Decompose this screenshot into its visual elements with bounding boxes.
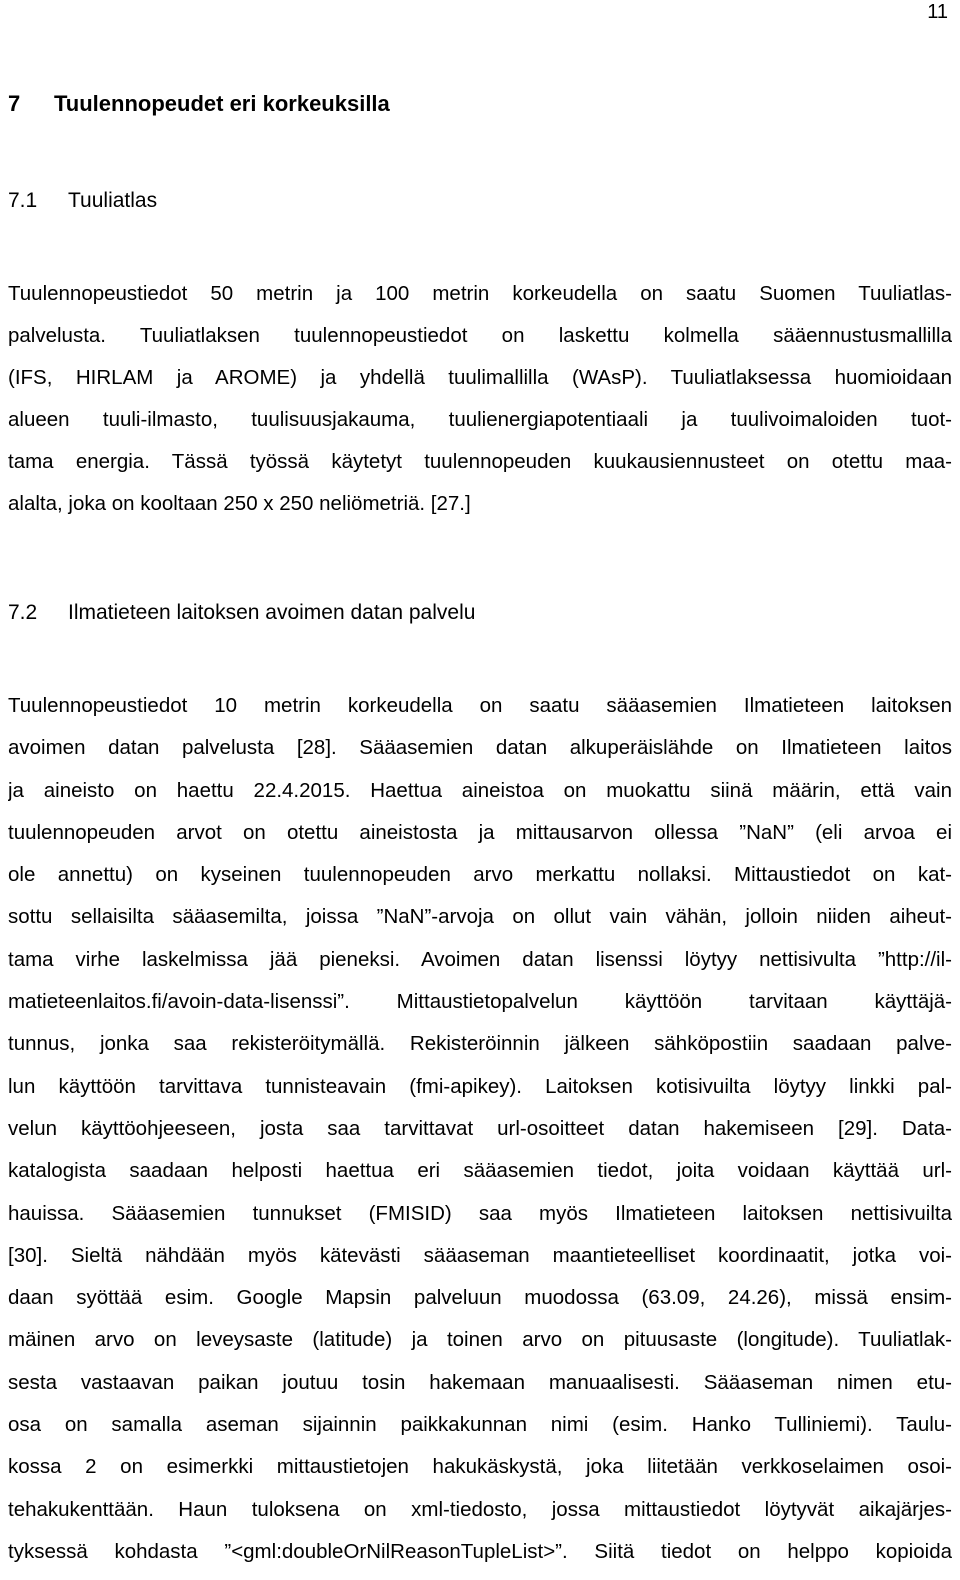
text-line: velun käyttöohjeeseen, josta saa tarvittavat url-osoitteet datan hakemiseen [29]. Data- bbox=[8, 1116, 952, 1140]
text-line: alalta, joka on kooltaan 250 x 250 neliömetriä. [27.] bbox=[8, 492, 471, 515]
text-line: palvelusta. Tuuliatlaksen tuulennopeustiedot on laskettu kolmella sääennustusmallilla bbox=[8, 324, 952, 347]
section-7-1-paragraph bbox=[8, 273, 952, 525]
text-line: tama energia. Tässä työssä käytetyt tuulennopeuden kuukausiennusteet on otettu maa- bbox=[8, 450, 952, 473]
text-line: tehakukenttään. Haun tuloksena on xml-tiedosto, jossa mittaustiedot löytyvät aikajärjes- bbox=[8, 1497, 952, 1521]
chapter-title: Tuulennopeudet eri korkeuksilla bbox=[54, 91, 390, 116]
text-line: sesta vastaavan paikan joutuu tosin hakemaan manuaalisesti. Sääaseman nimen etu- bbox=[8, 1370, 952, 1394]
text-line: (IFS, HIRLAM ja AROME) ja yhdellä tuulimallilla (WAsP). Tuuliatlaksessa huomioidaan bbox=[8, 366, 952, 389]
text-line: mäinen arvo on leveysaste (latitude) ja toinen arvo on pituusaste (longitude). Tuuliatlak- bbox=[8, 1328, 952, 1352]
text-line: lun käyttöön tarvittava tunnisteavain (fmi-apikey). Laitoksen kotisivuilta löytyy linkki pal- bbox=[8, 1074, 952, 1098]
text-line: Tuulennopeustiedot 10 metrin korkeudella on saatu sääasemien Ilmatieteen laitoksen bbox=[8, 694, 952, 717]
section-number: 7.1 bbox=[8, 189, 38, 212]
section-heading-7-2 bbox=[8, 598, 475, 628]
text-line: kossa 2 on esimerkki mittaustietojen hakukäskystä, joka liitetään verkkoselaimen osoi- bbox=[8, 1455, 952, 1479]
text-line: tuulennopeuden arvot on otettu aineistosta ja mittausarvon ollessa ”NaN” (eli arvoa ei bbox=[8, 820, 952, 844]
chapter-heading bbox=[8, 88, 390, 120]
text-line: [30]. Sieltä nähdään myös kätevästi sääaseman maantieteelliset koordinaatit, jotka voi- bbox=[8, 1243, 952, 1267]
section-title: Tuuliatlas bbox=[68, 189, 158, 212]
section-title: Ilmatieteen laitoksen avoimen datan palvelu bbox=[68, 601, 476, 624]
text-line: tunnus, jonka saa rekisteröitymällä. Rekisteröinnin jälkeen sähköpostiin saadaan palve- bbox=[8, 1032, 952, 1056]
text-line: osa on samalla aseman sijainnin paikkakunnan nimi (esim. Hanko Tulliniemi). Taulu- bbox=[8, 1413, 952, 1437]
text-line: alueen tuuli-ilmasto, tuulisuusjakauma, tuulienergiapotentiaali ja tuulivoimaloiden tuot- bbox=[8, 408, 952, 431]
text-line: Tuulennopeustiedot 50 metrin ja 100 metrin korkeudella on saatu Suomen Tuuliatlas- bbox=[8, 282, 952, 305]
text-line: daan syöttää esim. Google Mapsin palveluun muodossa (63.09, 24.26), missä ensim- bbox=[8, 1286, 952, 1310]
text-line: hauissa. Sääasemien tunnukset (FMISID) saa myös Ilmatieteen laitoksen nettisivuilta bbox=[8, 1201, 952, 1225]
text-line: tyksessä kohdasta ”<gml:doubleOrNilReasonTupleList>”. Siitä tiedot on helppo kopioida bbox=[8, 1539, 952, 1563]
page-number: 11 bbox=[927, 1, 948, 23]
section-7-2-paragraph bbox=[8, 685, 952, 1573]
text-line: tama virhe laskelmissa jää pieneksi. Avoimen datan lisenssi löytyy nettisivulta ”http://il- bbox=[8, 947, 952, 971]
text-line: ole annettu) on kyseinen tuulennopeuden arvo merkattu nollaksi. Mittaustiedot on kat- bbox=[8, 863, 952, 887]
section-number: 7.2 bbox=[8, 601, 38, 624]
text-line: avoimen datan palvelusta [28]. Sääasemien datan alkuperäislähde on Ilmatieteen laitos bbox=[8, 736, 952, 760]
section-heading-7-1 bbox=[8, 186, 157, 216]
text-line: sottu sellaisilta sääasemilta, joissa ”NaN”-arvoja on ollut vain vähän, jolloin niiden aiheut- bbox=[8, 905, 952, 929]
chapter-number: 7 bbox=[8, 91, 21, 116]
text-line: ja aineisto on haettu 22.4.2015. Haettua aineistoa on muokattu siinä määrin, että vain bbox=[8, 778, 952, 802]
text-line: katalogista saadaan helposti haettua eri sääasemien tiedot, joita voidaan käyttää url- bbox=[8, 1159, 952, 1183]
text-line: matieteenlaitos.fi/avoin-data-lisenssi”. Mittaustietopalvelun käyttöön tarvitaan käyttäjä- bbox=[8, 990, 952, 1014]
